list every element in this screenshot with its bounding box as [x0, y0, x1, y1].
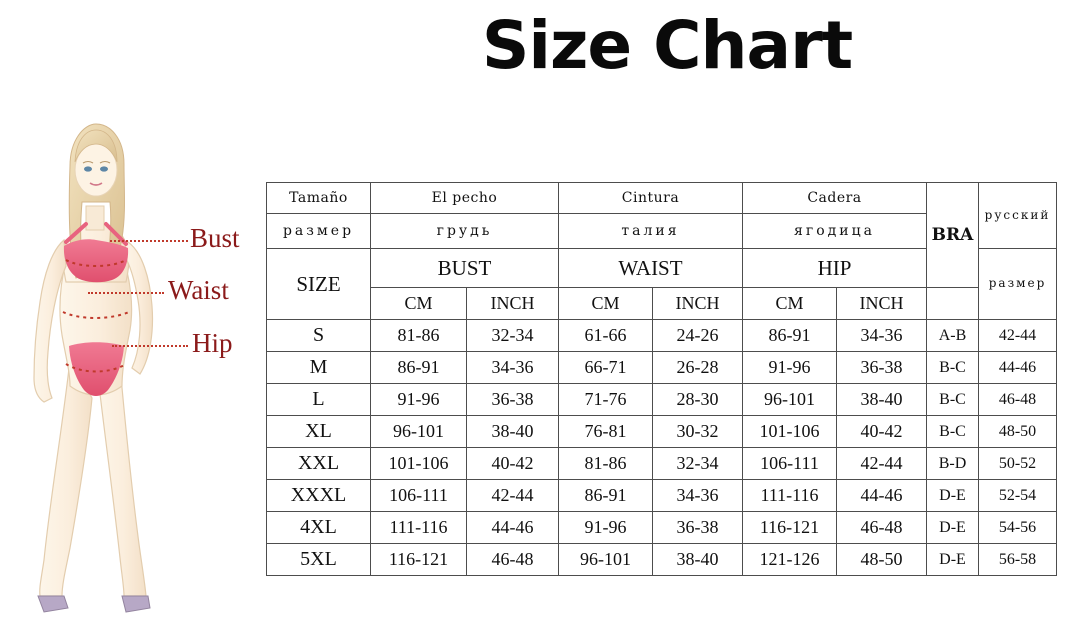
- cell-hip-cm: 101-106: [743, 416, 837, 448]
- cell-hip-inch: 36-38: [837, 352, 927, 384]
- cell-bust-cm: 106-111: [371, 480, 467, 512]
- cell-hip-cm: 91-96: [743, 352, 837, 384]
- cell-rus: 54-56: [979, 512, 1057, 544]
- cell-bra: B-C: [927, 352, 979, 384]
- header-bust-inch: INCH: [467, 288, 559, 320]
- cell-bust-inch: 40-42: [467, 448, 559, 480]
- cell-bust-inch: 32-34: [467, 320, 559, 352]
- waist-leader-line: [88, 292, 164, 294]
- table-row: [267, 448, 1057, 480]
- cell-rus: 44-46: [979, 352, 1057, 384]
- bust-leader-line: [110, 240, 188, 242]
- cell-hip-inch: 38-40: [837, 384, 927, 416]
- header-waist-es: Cintura: [559, 183, 743, 214]
- cell-rus: 56-58: [979, 544, 1057, 576]
- table-row: [267, 480, 1057, 512]
- cell-waist-cm: 76-81: [559, 416, 653, 448]
- cell-waist-inch: 30-32: [653, 416, 743, 448]
- cell-size: S: [267, 320, 371, 352]
- size-chart-table: [266, 182, 1057, 576]
- cell-rus: 48-50: [979, 416, 1057, 448]
- cell-size: L: [267, 384, 371, 416]
- cell-waist-inch: 38-40: [653, 544, 743, 576]
- cell-hip-cm: 121-126: [743, 544, 837, 576]
- cell-bra: A-B: [927, 320, 979, 352]
- cell-hip-cm: 96-101: [743, 384, 837, 416]
- table-row: [267, 320, 1057, 352]
- cell-rus: 50-52: [979, 448, 1057, 480]
- page-title: Size Chart: [481, 7, 853, 84]
- header-hip-ru: ягодица: [743, 214, 927, 249]
- cell-bra: B-C: [927, 384, 979, 416]
- cell-size: 4XL: [267, 512, 371, 544]
- table-row: [267, 352, 1057, 384]
- cell-bust-cm: 81-86: [371, 320, 467, 352]
- cell-hip-cm: 116-121: [743, 512, 837, 544]
- header-hip-en: HIP: [743, 249, 927, 288]
- table-row: [267, 384, 1057, 416]
- header-hip-cm: CM: [743, 288, 837, 320]
- cell-hip-cm: 86-91: [743, 320, 837, 352]
- cell-bust-cm: 116-121: [371, 544, 467, 576]
- header-hip-inch: INCH: [837, 288, 927, 320]
- cell-hip-inch: 34-36: [837, 320, 927, 352]
- cell-bust-cm: 86-91: [371, 352, 467, 384]
- cell-hip-inch: 46-48: [837, 512, 927, 544]
- header-waist-ru: талия: [559, 214, 743, 249]
- header-bust-en: BUST: [371, 249, 559, 288]
- cell-waist-inch: 34-36: [653, 480, 743, 512]
- waist-label: Waist: [168, 275, 229, 305]
- table-row: [267, 544, 1057, 576]
- cell-waist-cm: 96-101: [559, 544, 653, 576]
- header-russian-size: размер: [979, 249, 1057, 320]
- header-size-en: SIZE: [267, 249, 371, 320]
- header-waist-inch: INCH: [653, 288, 743, 320]
- cell-waist-cm: 86-91: [559, 480, 653, 512]
- cell-hip-cm: 106-111: [743, 448, 837, 480]
- cell-hip-inch: 44-46: [837, 480, 927, 512]
- cell-bust-cm: 111-116: [371, 512, 467, 544]
- header-waist-en: WAIST: [559, 249, 743, 288]
- cell-bra: B-C: [927, 416, 979, 448]
- header-bra: BRA: [927, 183, 979, 288]
- table-header-row-spanish: [267, 183, 1057, 214]
- cell-size: XXXL: [267, 480, 371, 512]
- header-bust-cm: CM: [371, 288, 467, 320]
- cell-rus: 42-44: [979, 320, 1057, 352]
- cell-waist-inch: 32-34: [653, 448, 743, 480]
- cell-bust-inch: 34-36: [467, 352, 559, 384]
- cell-size: 5XL: [267, 544, 371, 576]
- cell-waist-inch: 36-38: [653, 512, 743, 544]
- cell-bust-inch: 42-44: [467, 480, 559, 512]
- header-bust-ru: грудь: [371, 214, 559, 249]
- cell-bra: D-E: [927, 512, 979, 544]
- hip-label: Hip: [192, 328, 233, 358]
- cell-hip-inch: 48-50: [837, 544, 927, 576]
- table-row: [267, 416, 1057, 448]
- cell-bust-cm: 96-101: [371, 416, 467, 448]
- header-bust-es: El pecho: [371, 183, 559, 214]
- cell-waist-cm: 61-66: [559, 320, 653, 352]
- cell-bra: D-E: [927, 544, 979, 576]
- cell-waist-inch: 28-30: [653, 384, 743, 416]
- cell-bust-inch: 36-38: [467, 384, 559, 416]
- cell-size: XL: [267, 416, 371, 448]
- size-chart-table-wrap: [266, 182, 1057, 576]
- cell-waist-cm: 71-76: [559, 384, 653, 416]
- bust-label: Bust: [190, 223, 240, 253]
- header-waist-cm: CM: [559, 288, 653, 320]
- cell-waist-cm: 91-96: [559, 512, 653, 544]
- cell-size: M: [267, 352, 371, 384]
- cell-bust-inch: 38-40: [467, 416, 559, 448]
- cell-bra: B-D: [927, 448, 979, 480]
- cell-waist-inch: 24-26: [653, 320, 743, 352]
- cell-hip-cm: 111-116: [743, 480, 837, 512]
- table-row: [267, 512, 1057, 544]
- cell-size: XXL: [267, 448, 371, 480]
- table-header-row-units: [267, 288, 1057, 320]
- cell-hip-inch: 40-42: [837, 416, 927, 448]
- cell-bust-inch: 44-46: [467, 512, 559, 544]
- header-size-ru: размер: [267, 214, 371, 249]
- cell-bra: D-E: [927, 480, 979, 512]
- cell-waist-inch: 26-28: [653, 352, 743, 384]
- cell-waist-cm: 66-71: [559, 352, 653, 384]
- header-size-es: Tamaño: [267, 183, 371, 214]
- cell-bust-cm: 101-106: [371, 448, 467, 480]
- cell-waist-cm: 81-86: [559, 448, 653, 480]
- hip-leader-line: [112, 345, 188, 347]
- measurement-labels: [150, 110, 270, 410]
- header-russian-title: русский: [979, 183, 1057, 249]
- header-hip-es: Cadera: [743, 183, 927, 214]
- cell-bust-cm: 91-96: [371, 384, 467, 416]
- cell-rus: 46-48: [979, 384, 1057, 416]
- cell-hip-inch: 42-44: [837, 448, 927, 480]
- cell-rus: 52-54: [979, 480, 1057, 512]
- cell-bust-inch: 46-48: [467, 544, 559, 576]
